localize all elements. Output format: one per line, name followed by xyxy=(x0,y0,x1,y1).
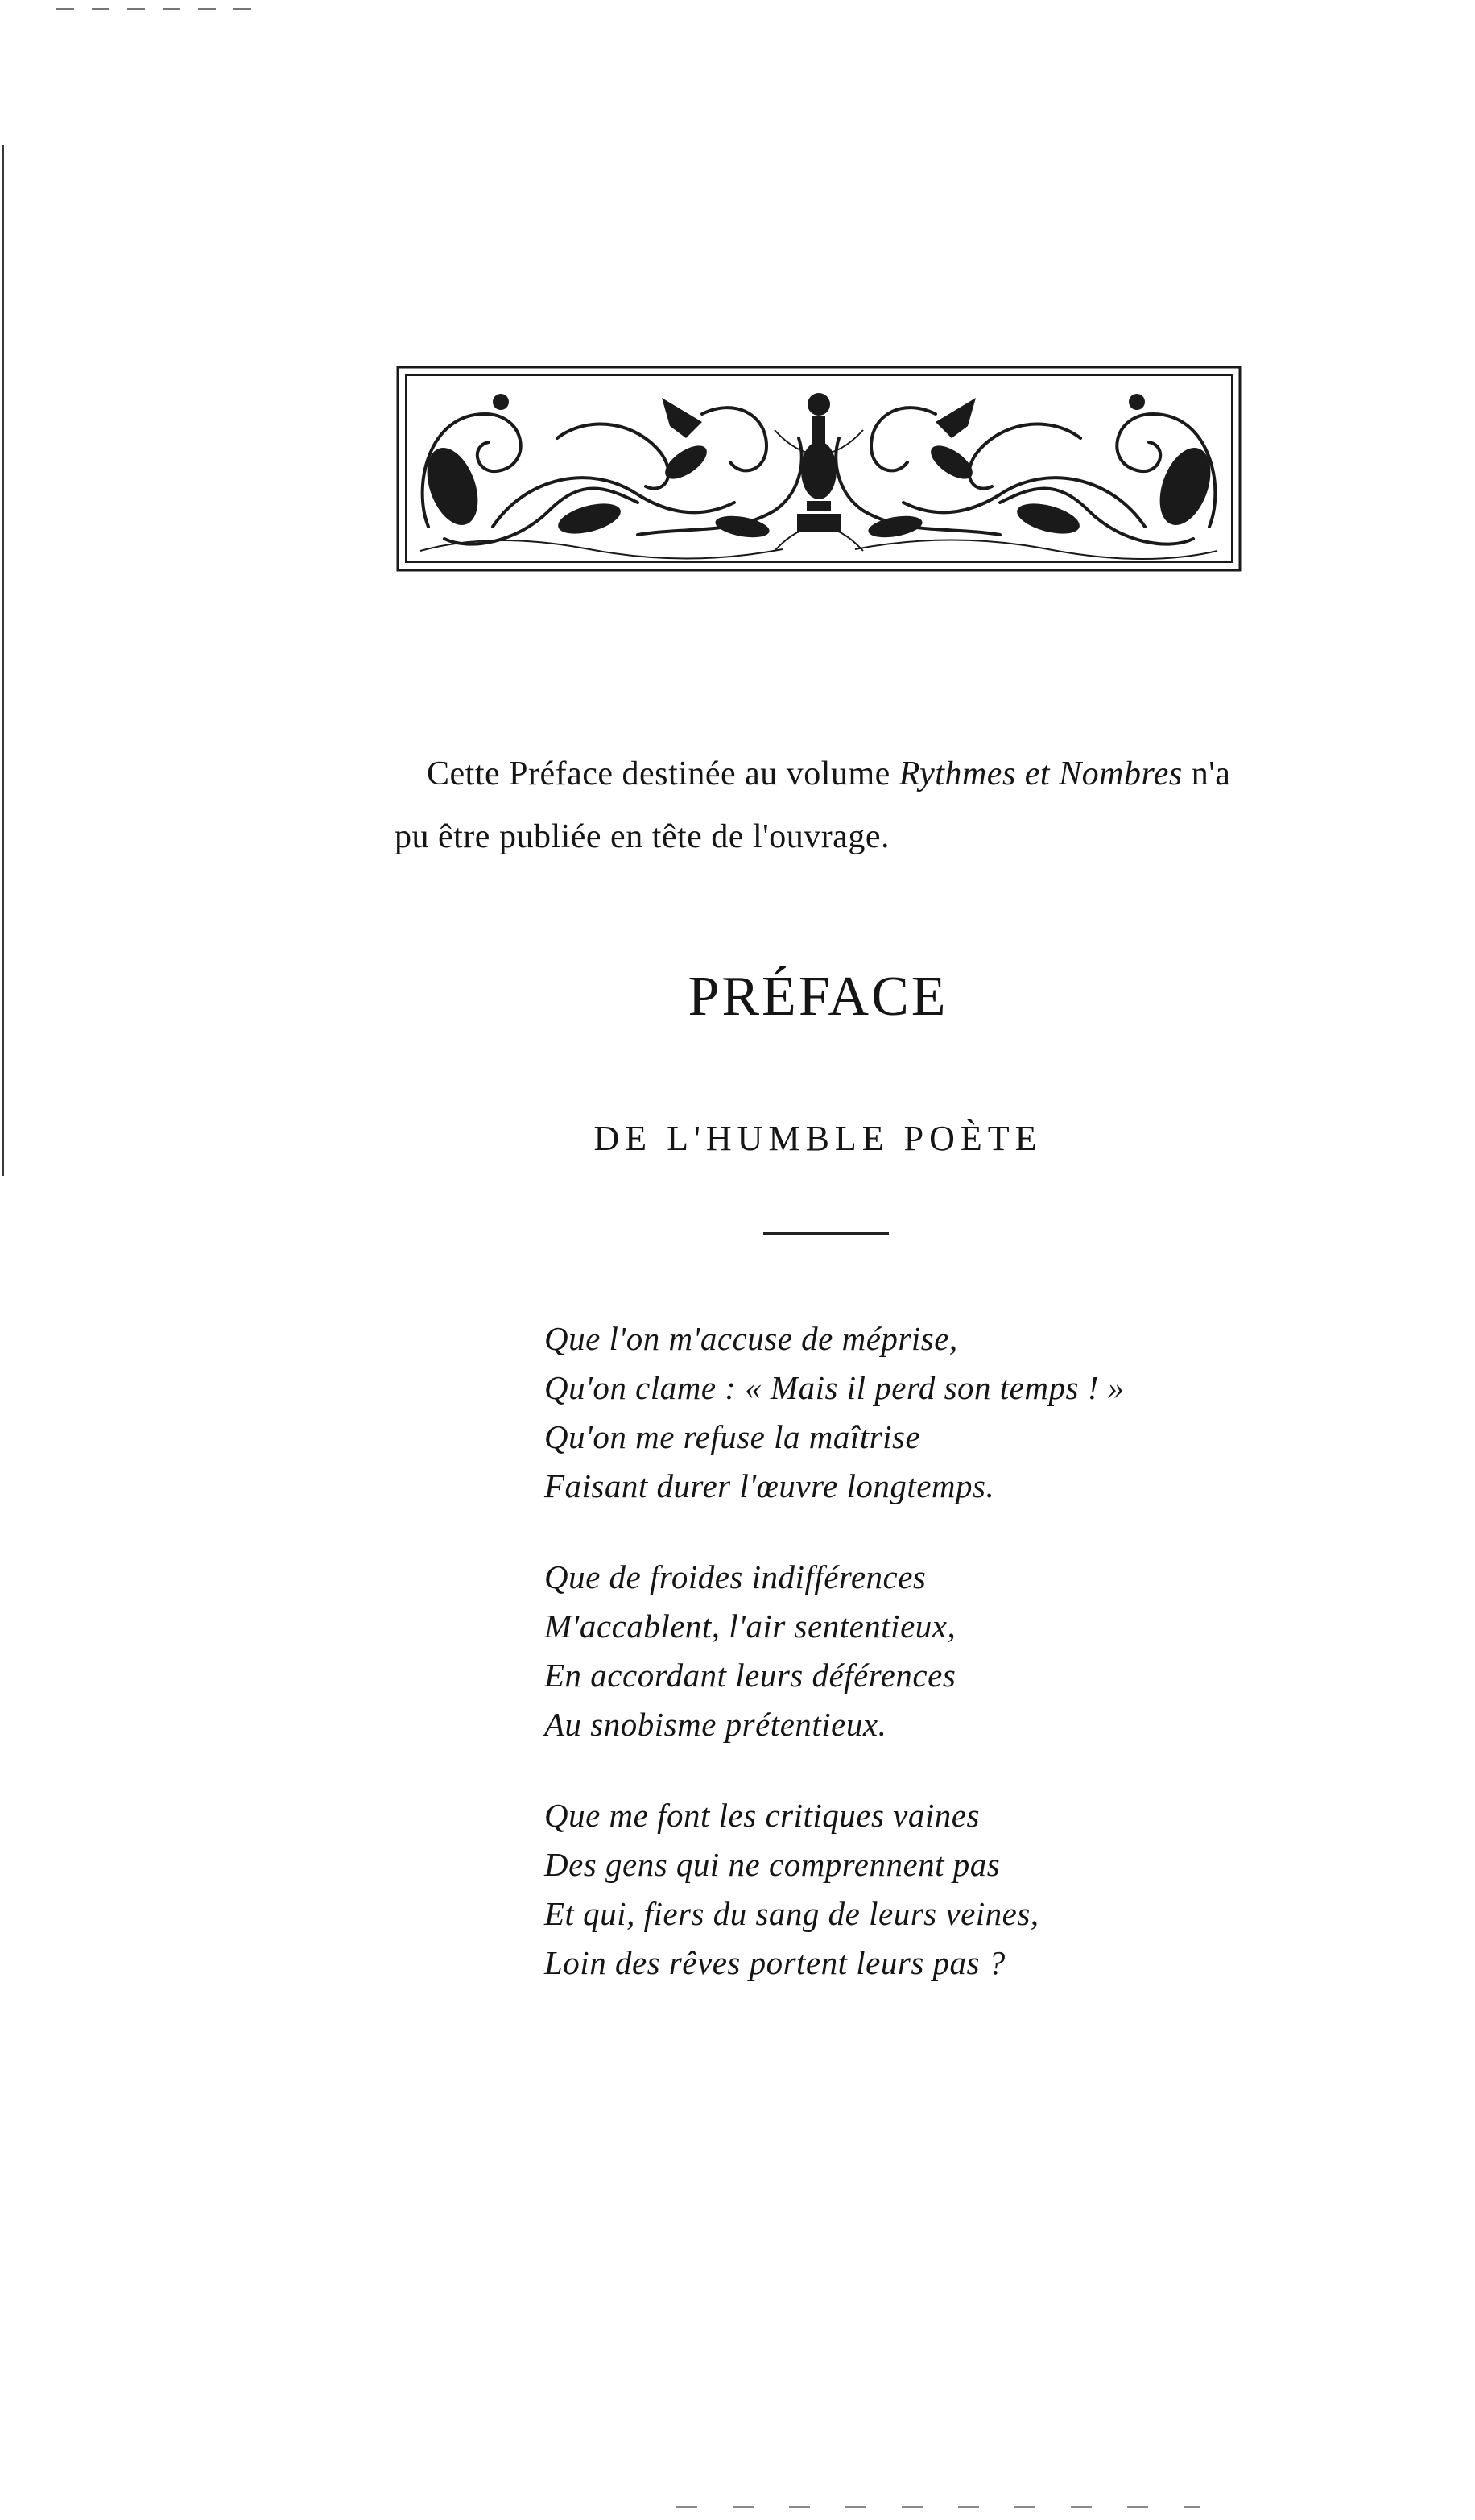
verse-line: Qu'on me refuse la maîtrise xyxy=(544,1418,921,1455)
verse-line: Que me font les critiques vaines xyxy=(544,1797,980,1834)
verse-line: Et qui, fiers du sang de leurs veines, xyxy=(544,1895,1039,1932)
scan-artifact-top xyxy=(56,8,266,10)
note-text-end: n'a xyxy=(1182,755,1231,792)
verse-line: Faisant durer l'œuvre longtemps. xyxy=(544,1467,995,1504)
verse-line: Que de froides indifférences xyxy=(544,1558,927,1595)
note-text: Cette Préface destinée au volume xyxy=(427,755,899,792)
note-line-2: pu être publiée en tête de l'ouvrage. xyxy=(395,818,890,855)
verse-line: Des gens qui ne comprennent pas xyxy=(544,1846,1001,1883)
page-subtitle: DE L'HUMBLE POÈTE xyxy=(593,1119,1043,1158)
verse-line: Loin des rêves portent leurs pas ? xyxy=(544,1944,1006,1981)
note-line-1 xyxy=(395,743,1264,805)
stanza-3 xyxy=(544,1791,1269,1988)
stanza-1 xyxy=(544,1314,1269,1511)
verse-line: Au snobisme prétentieux. xyxy=(544,1706,887,1743)
scan-artifact-bottom xyxy=(676,2506,1200,2508)
page-title: PRÉFACE xyxy=(688,966,948,1028)
book-title-italic: Rythmes et Nombres xyxy=(899,755,1183,792)
verse-line: Qu'on clame : « Mais il perd son temps ! » xyxy=(544,1369,1125,1406)
verse-line: En accordant leurs déférences xyxy=(544,1657,956,1694)
verse-line: Que l'on m'accuse de méprise, xyxy=(544,1320,958,1357)
ornamental-headpiece-icon xyxy=(396,366,1242,572)
stanza-2 xyxy=(544,1553,1269,1749)
verse-line: M'accablent, l'air sententieux, xyxy=(544,1608,956,1645)
editorial-note xyxy=(395,743,1264,868)
section-rule xyxy=(763,1232,889,1235)
poem xyxy=(544,1314,1269,2030)
